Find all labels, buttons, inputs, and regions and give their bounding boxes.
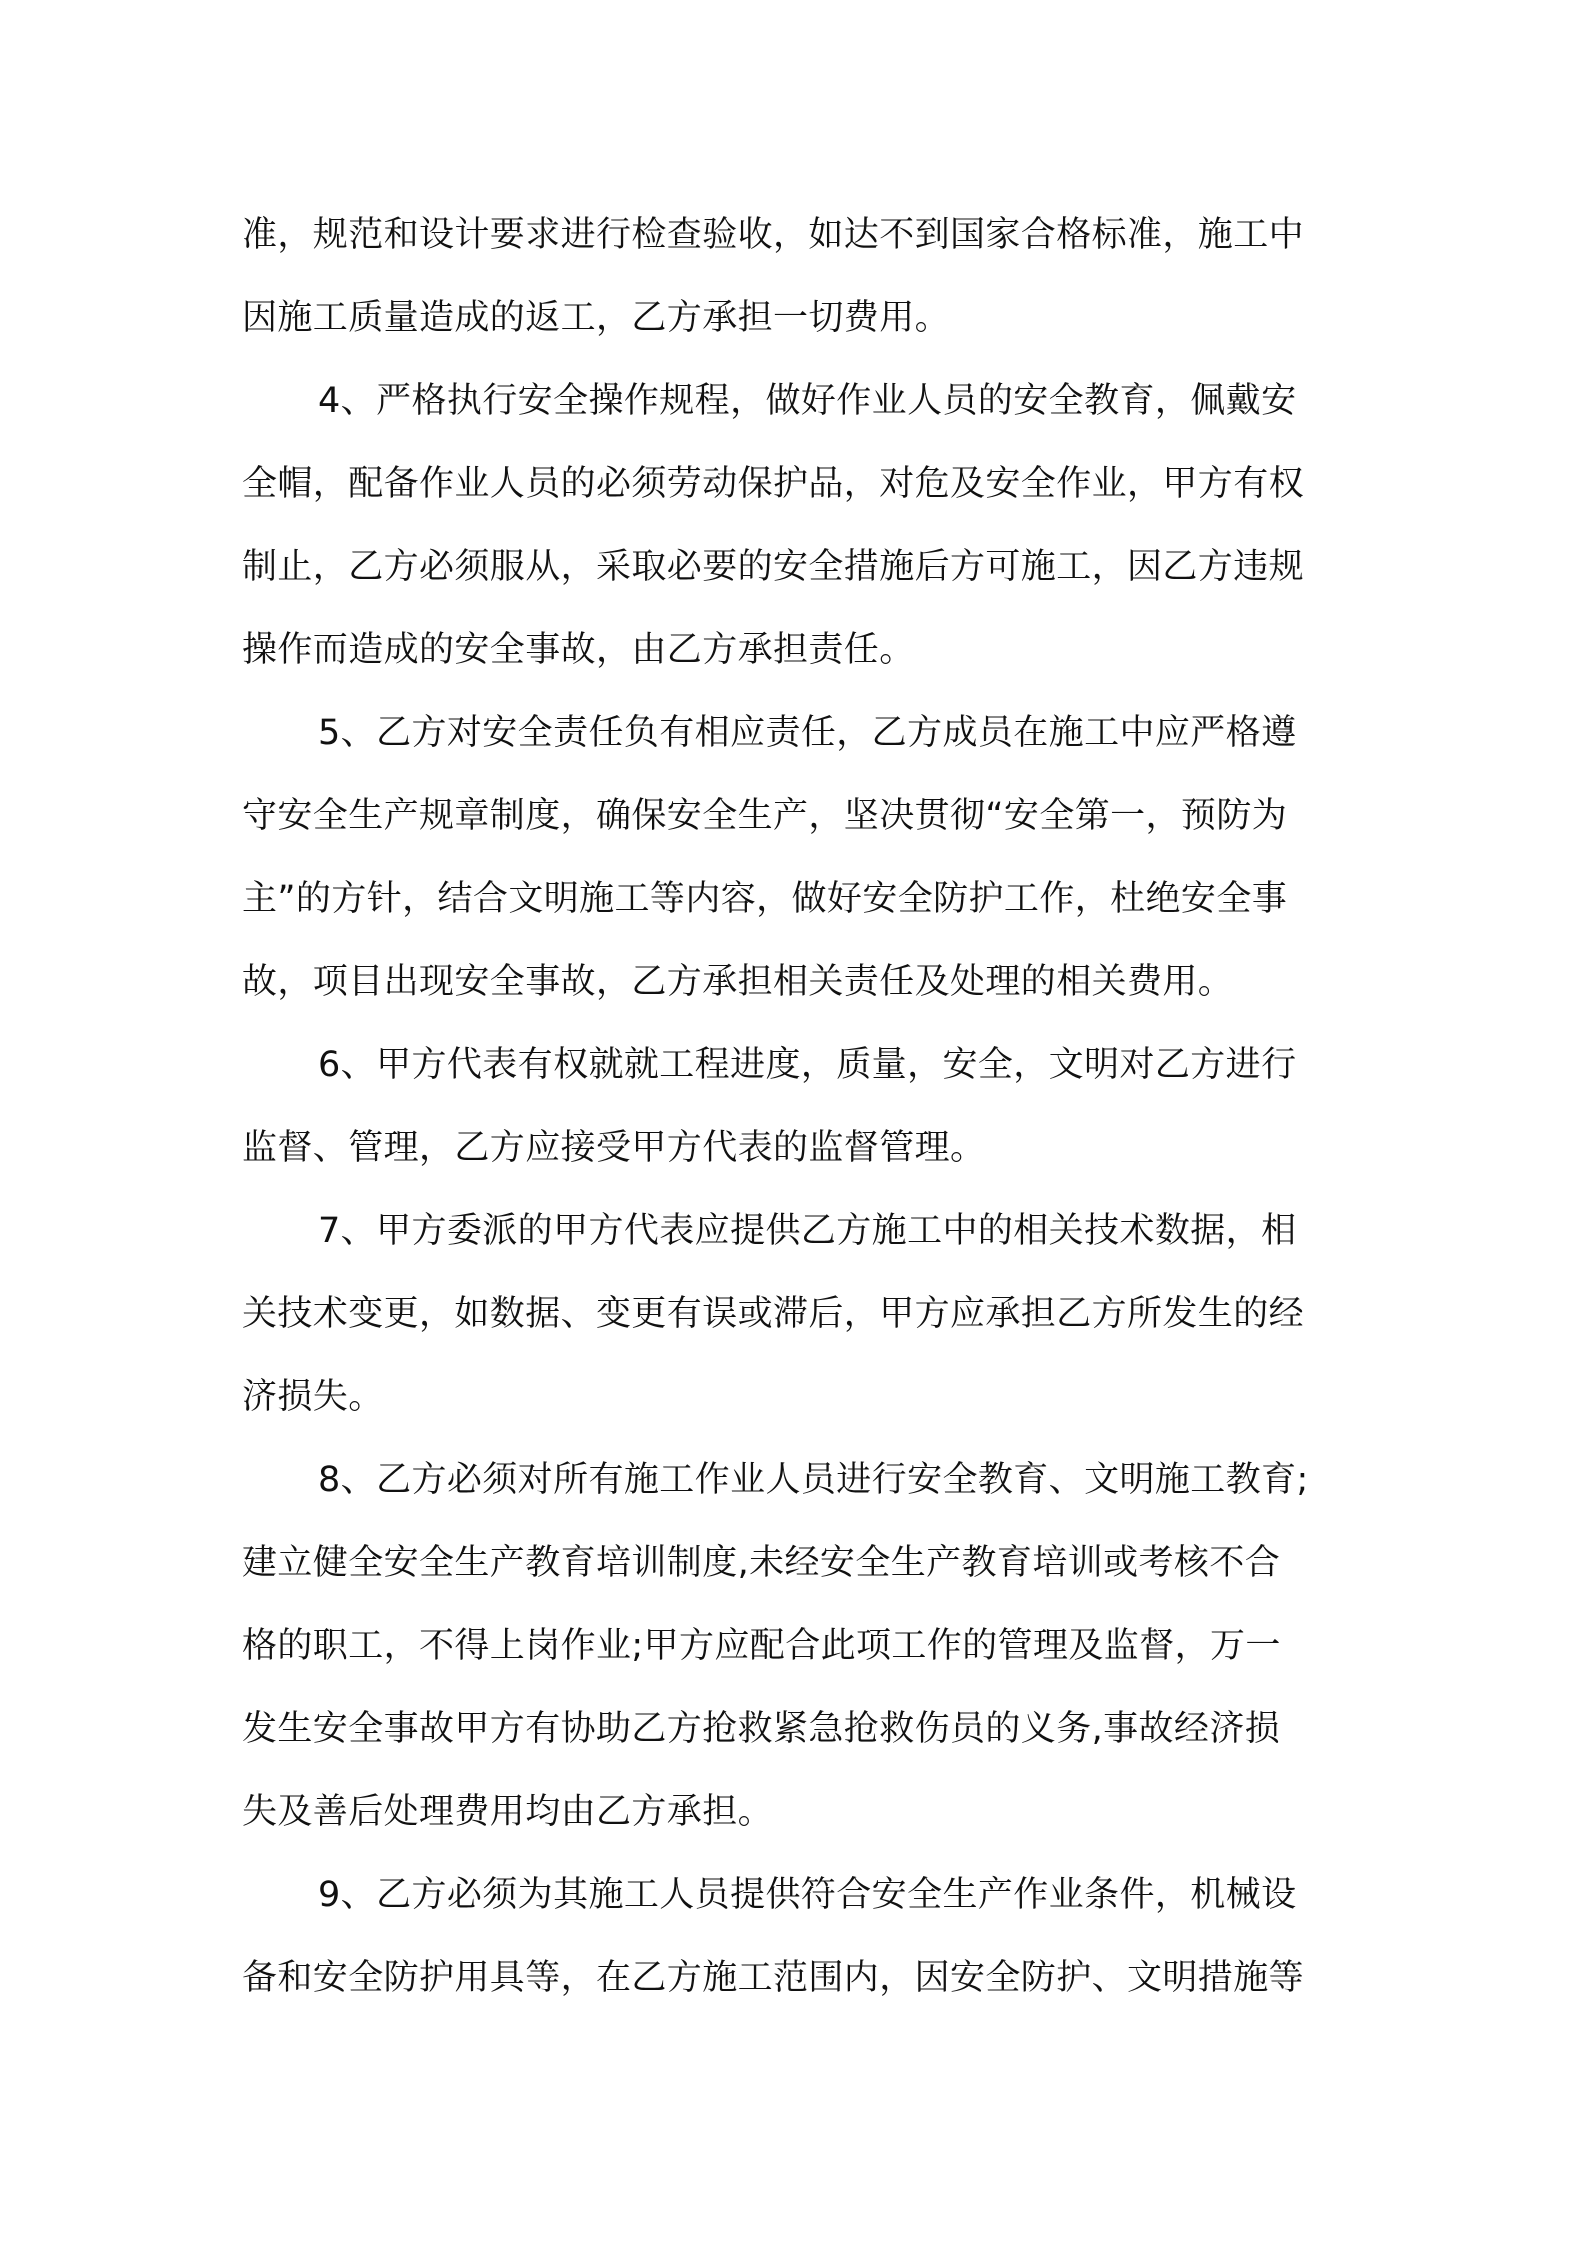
paragraph-first-line: 7、甲方委派的甲方代表应提供乙方施工中的相关技术数据，相 — [318, 1211, 1297, 1251]
paragraph-line: 故，项目出现安全事故，乙方承担相关责任及处理的相关费用。 — [242, 962, 1234, 1002]
paragraph-line: 备和安全防护用具等，在乙方施工范围内，因安全防护、文明措施等 — [242, 1958, 1305, 1998]
paragraph-line: 制止，乙方必须服从，采取必要的安全措施后方可施工，因乙方违规 — [242, 547, 1305, 587]
paragraph-first-line: 8、乙方必须对所有施工作业人员进行安全教育、文明施工教育; — [318, 1460, 1309, 1500]
paragraph-line: 操作而造成的安全事故，由乙方承担责任。 — [242, 630, 915, 670]
paragraph-line: 监督、管理，乙方应接受甲方代表的监督管理。 — [242, 1128, 986, 1168]
paragraph-line: 失及善后处理费用均由乙方承担。 — [242, 1792, 774, 1832]
paragraph-first-line: 5、乙方对安全责任负有相应责任，乙方成员在施工中应严格遵 — [318, 713, 1297, 753]
paragraph-line: 发生安全事故甲方有协助乙方抢救紧急抢救伤员的义务,事故经济损 — [242, 1709, 1281, 1749]
paragraph-line: 建立健全安全生产教育培训制度,未经安全生产教育培训或考核不合 — [242, 1543, 1281, 1583]
paragraph-line: 济损失。 — [242, 1377, 384, 1417]
paragraph-line: 格的职工，不得上岗作业;甲方应配合此项工作的管理及监督，万一 — [242, 1626, 1281, 1666]
paragraph-line: 关技术变更，如数据、变更有误或滞后，甲方应承担乙方所发生的经 — [242, 1294, 1305, 1334]
paragraph-first-line: 4、严格执行安全操作规程，做好作业人员的安全教育，佩戴安 — [318, 381, 1297, 421]
paragraph-first-line: 6、甲方代表有权就就工程进度，质量，安全，文明对乙方进行 — [318, 1045, 1297, 1085]
paragraph-line: 主”的方针，结合文明施工等内容，做好安全防护工作，杜绝安全事 — [242, 879, 1288, 919]
paragraph-first-line: 9、乙方必须为其施工人员提供符合安全生产作业条件，机械设 — [318, 1875, 1297, 1915]
paragraph-line: 因施工质量造成的返工，乙方承担一切费用。 — [242, 298, 951, 338]
paragraph-line: 准，规范和设计要求进行检查验收，如达不到国家合格标准，施工中 — [242, 215, 1305, 255]
document-body — [242, 194, 1357, 2020]
paragraph-line: 全帽，配备作业人员的必须劳动保护品，对危及安全作业，甲方有权 — [242, 464, 1305, 504]
paragraph-line: 守安全生产规章制度，确保安全生产，坚决贯彻“安全第一，预防为 — [242, 796, 1288, 836]
